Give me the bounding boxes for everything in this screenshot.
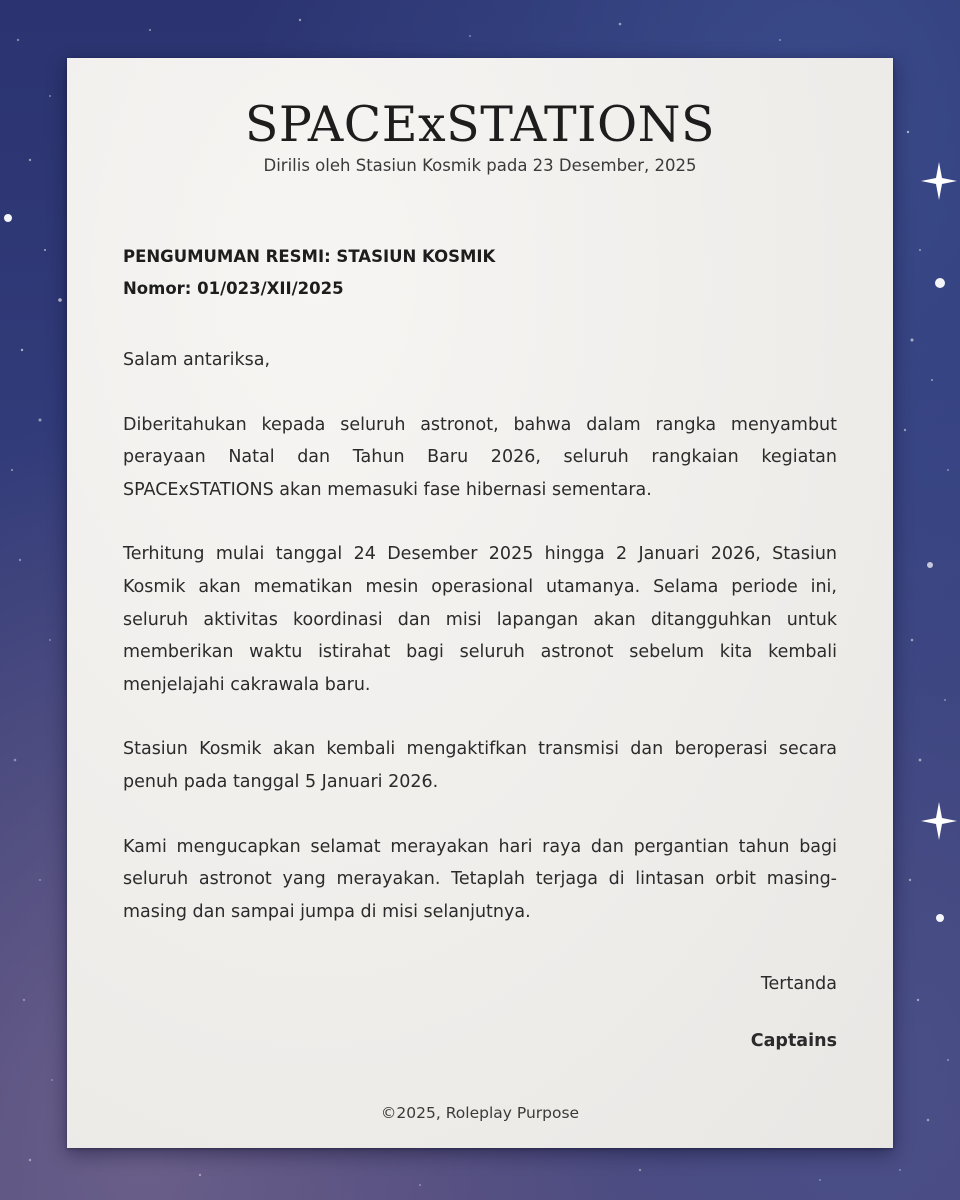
- greeting: Salam antariksa,: [123, 350, 271, 370]
- paragraph-3: Stasiun Kosmik akan kembali mengaktifkan transmisi dan beroperasi secara penuh pada tanggal 5 Januari 2026.: [123, 739, 837, 792]
- release-subtitle: Dirilis oleh Stasiun Kosmik pada 23 Desember, 2025: [263, 156, 697, 175]
- announcement-paper: [67, 58, 893, 1148]
- page-title: SPACExSTATIONS: [244, 96, 716, 153]
- letter-header: [123, 58, 837, 175]
- announcement-heading: PENGUMUMAN RESMI: STASIUN KOSMIK: [123, 247, 496, 266]
- paragraph-4: Kami mengucapkan selamat merayakan hari raya dan pergantian tahun bagi seluruh astronot yang merayakan. Tetaplah terjaga di lintasan orbit masing-masing dan sampai jumpa di misi selanjutnya.: [123, 836, 837, 922]
- signature-label: Tertanda: [760, 974, 837, 995]
- paragraph-1: Diberitahukan kepada seluruh astronot, bahwa dalam rangka menyambut perayaan Natal dan Tahun Baru 2026, seluruh rangkaian kegiatan SPACExSTATIONS akan memasuki fase hibernasi sementara.: [123, 414, 837, 500]
- announcement-heading-block: [123, 241, 837, 305]
- copyright-footer: ©2025, Roleplay Purpose: [380, 1104, 580, 1122]
- letter-body: [123, 344, 837, 1058]
- announcement-number: Nomor: 01/023/XII/2025: [123, 279, 344, 298]
- paragraph-2: Terhitung mulai tanggal 24 Desember 2025 hingga 2 Januari 2026, Stasiun Kosmik akan mematikan mesin operasional utamanya. Selama periode ini, seluruh aktivitas koordinasi dan misi lapangan akan ditangguhkan untuk memberikan waktu istirahat bagi seluruh astronot sebelum kita kembali menjelajahi cakrawala baru.: [123, 544, 837, 695]
- signature-name: Captains: [750, 1030, 837, 1051]
